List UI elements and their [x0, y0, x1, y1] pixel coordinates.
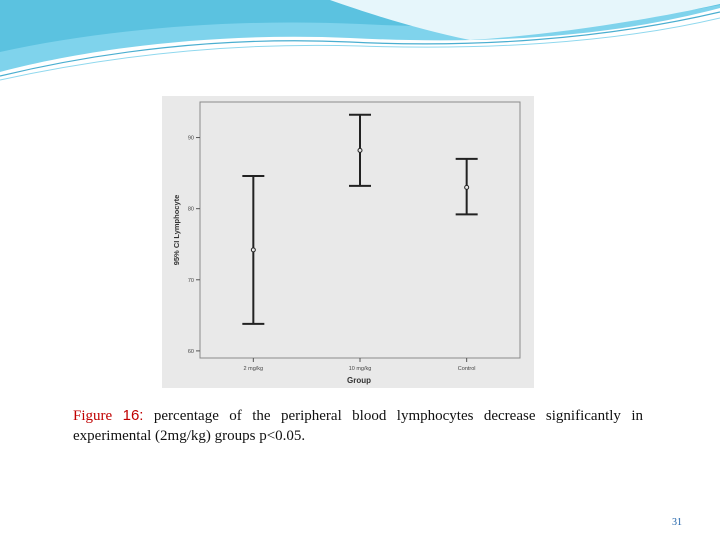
error-bar-chart [162, 96, 534, 388]
x-tick-label: Control [457, 366, 476, 372]
header-wave-decoration [0, 0, 720, 90]
slide-number: 31 [672, 517, 682, 528]
y-tick-label: 80 [187, 206, 194, 213]
y-tick-label: 90 [187, 135, 194, 142]
caption-figure-number: 16: [122, 407, 144, 424]
x-tick-label: 2 mg/kg [243, 366, 264, 372]
x-tick-label: 10 mg/kg [348, 366, 372, 372]
mean-point [465, 185, 469, 189]
y-axis-label: 95% CI Lymphocyte [172, 194, 181, 266]
mean-point [251, 248, 255, 252]
caption-text: percentage of the peripheral blood lymphocytes decrease significantly in experimental (2mg/kg) groups p<0.05. [73, 408, 644, 444]
figure-caption [73, 406, 643, 446]
chart-panel [162, 96, 534, 388]
y-tick-label: 60 [187, 348, 194, 355]
x-axis-label: Group [347, 376, 371, 385]
caption-figure-word: Figure [73, 408, 113, 424]
mean-point [358, 148, 362, 152]
y-tick-label: 70 [187, 277, 194, 284]
